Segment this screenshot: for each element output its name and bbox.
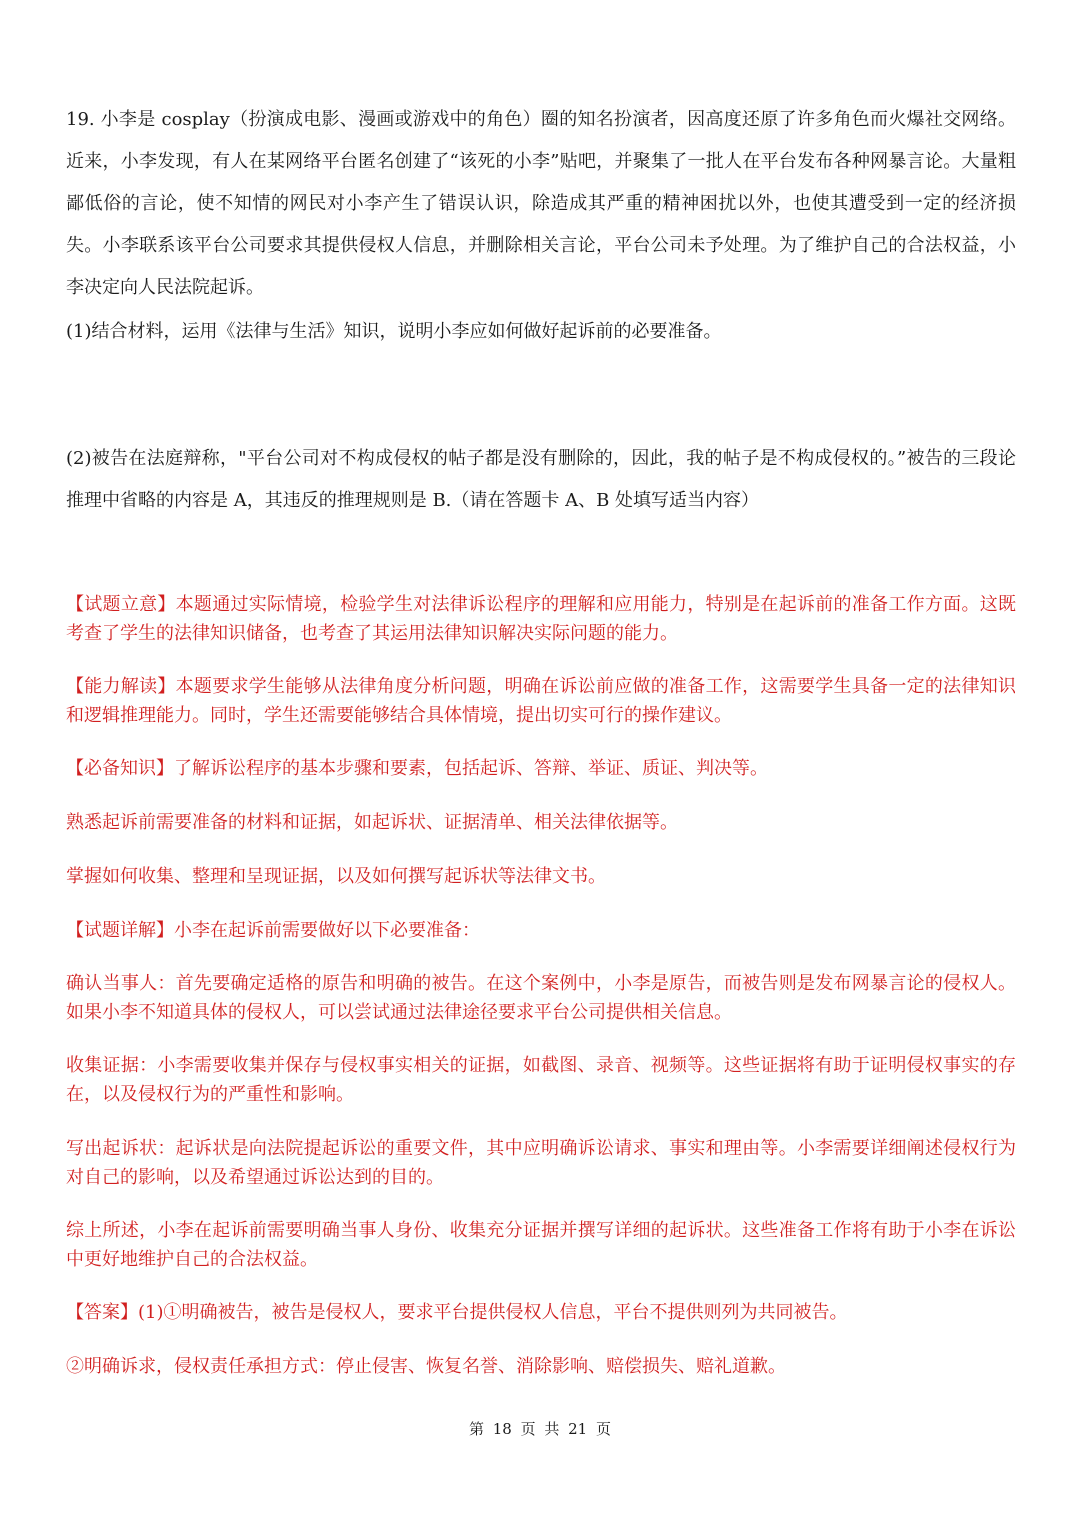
analysis-knowledge-1: 【必备知识】了解诉讼程序的基本步骤和要素，包括起诉、答辩、举证、质证、判决等。: [66, 758, 768, 779]
question-part-2: (2)被告在法庭辩称，"平台公司对不构成侵权的帖子都是没有删除的，因此，我的帖子是不构成侵权的。”被告的三段论推理中省略的内容是 A，其违反的推理规则是 B.（请在答题卡 A、B 处填写适当内容）: [66, 448, 1016, 511]
analysis-knowledge-2: 熟悉起诉前需要准备的材料和证据，如起诉状、证据清单、相关法律依据等。: [66, 812, 678, 833]
analysis-detail-1: 确认当事人：首先要确定适格的原告和明确的被告。在这个案例中，小李是原告，而被告则是发布网暴言论的侵权人。如果小李不知道具体的侵权人，可以尝试通过法律途径要求平台公司提供相关信息。: [66, 973, 1016, 1023]
question-part-1: (1)结合材料，运用《法律与生活》知识，说明小李应如何做好起诉前的必要准备。: [66, 321, 722, 342]
analysis-intent: 【试题立意】本题通过实际情境，检验学生对法律诉讼程序的理解和应用能力，特别是在起诉前的准备工作方面。这既考查了学生的法律知识储备，也考查了其运用法律知识解决实际问题的能力。: [66, 594, 1016, 644]
analysis-detail-2: 收集证据：小李需要收集并保存与侵权事实相关的证据，如截图、录音、视频等。这些证据将有助于证明侵权事实的存在，以及侵权行为的严重性和影响。: [66, 1055, 1016, 1105]
analysis-ability: 【能力解读】本题要求学生能够从法律角度分析问题，明确在诉讼前应做的准备工作，这需要学生具备一定的法律知识和逻辑推理能力。同时，学生还需要能够结合具体情境，提出切实可行的操作建议。: [66, 676, 1016, 726]
page-number-footer: 第 18 页 共 21 页: [468, 1420, 611, 1438]
question-intro: 19. 小李是 cosplay（扮演成电影、漫画或游戏中的角色）圈的知名扮演者，因高度还原了许多角色而火爆社交网络。近来，小李发现，有人在某网络平台匿名创建了“该死的小李”贴吧，并聚集了一批人在平台发布各种网暴言论。大量粗鄙低俗的言论，使不知情的网民对小李产生了错误认识，除造成其严重的精神困扰以外，也使其遭受到一定的经济损失。小李联系该平台公司要求其提供侵权人信息，并删除相关言论，平台公司未予处理。为了维护自己的合法权益，小李决定向人民法院起诉。: [66, 109, 1016, 298]
analysis-knowledge-3: 掌握如何收集、整理和呈现证据，以及如何撰写起诉状等法律文书。: [66, 866, 606, 887]
analysis-detail-intro: 【试题详解】小李在起诉前需要做好以下必要准备：: [66, 920, 480, 941]
analysis-detail-3: 写出起诉状：起诉状是向法院提起诉讼的重要文件，其中应明确诉讼请求、事实和理由等。小李需要详细阐述侵权行为对自己的影响，以及希望通过诉讼达到的目的。: [66, 1138, 1016, 1188]
analysis-summary: 综上所述，小李在起诉前需要明确当事人身份、收集充分证据并撰写详细的起诉状。这些准备工作将有助于小李在诉讼中更好地维护自己的合法权益。: [66, 1220, 1016, 1270]
answer-line-1: 【答案】(1)①明确被告，被告是侵权人，要求平台提供侵权人信息，平台不提供则列为共同被告。: [66, 1302, 848, 1323]
answer-line-2: ②明确诉求，侵权责任承担方式：停止侵害、恢复名誉、消除影响、赔偿损失、赔礼道歉。: [66, 1356, 786, 1377]
